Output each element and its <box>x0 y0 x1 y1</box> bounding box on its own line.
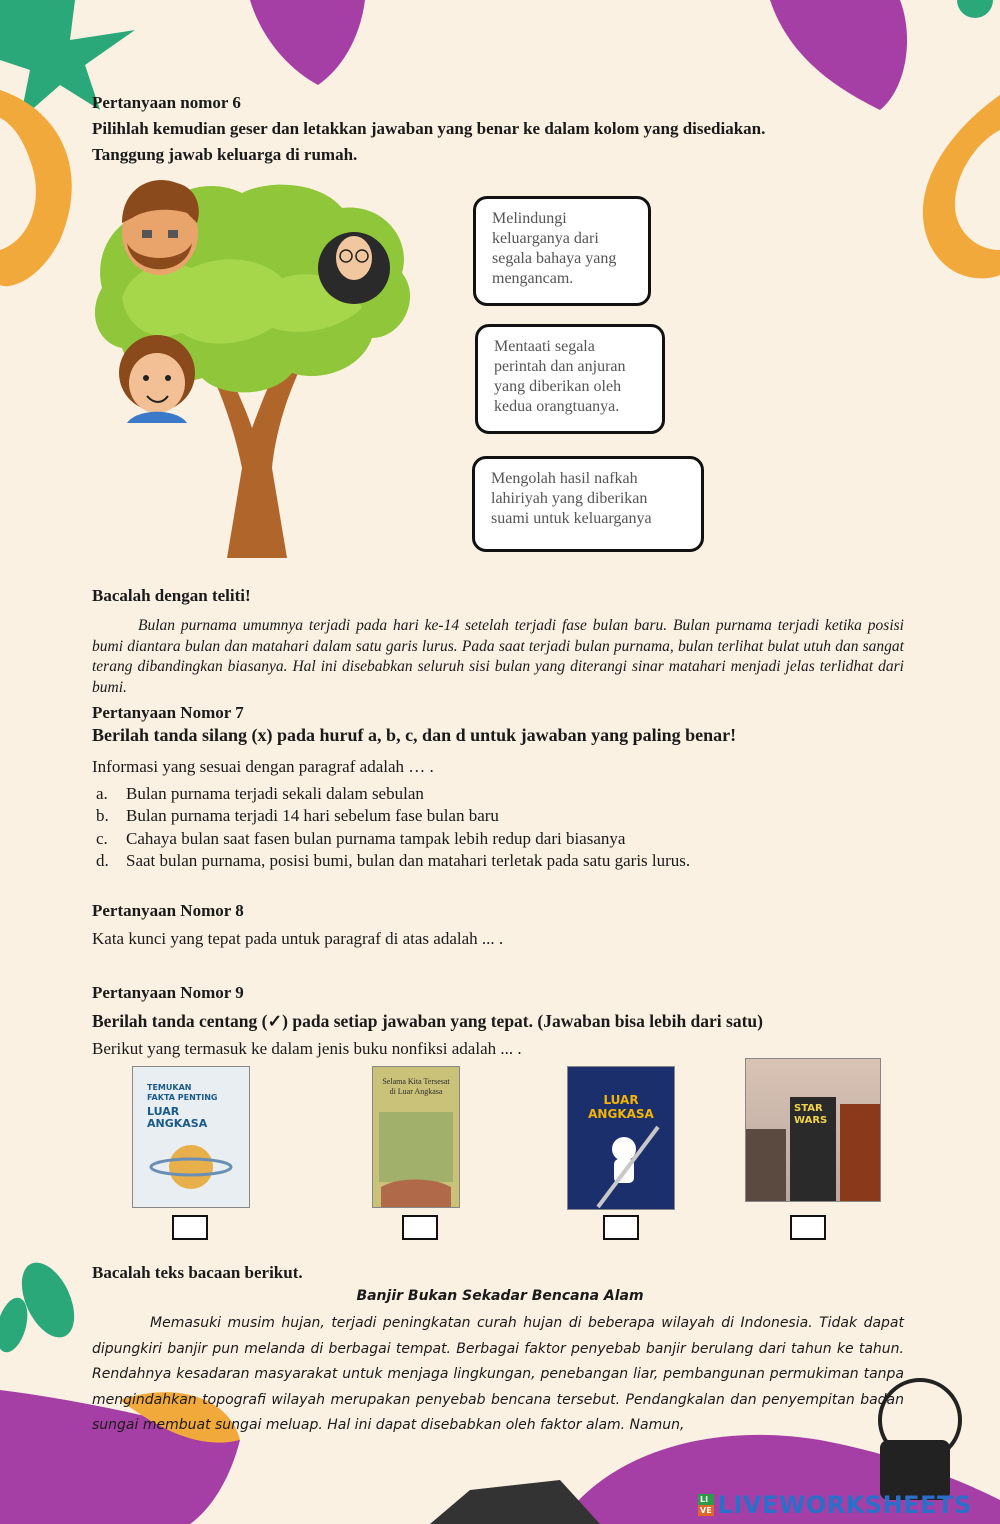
book-title-line: WARS <box>794 1115 828 1126</box>
book-title-line: ANGKASA <box>147 1117 208 1130</box>
book-title-line: FAKTA PENTING <box>147 1093 218 1102</box>
book-cover-star-wars <box>745 1058 881 1202</box>
book-title-line: LUAR <box>147 1105 180 1118</box>
option-letter: b. <box>96 806 109 825</box>
option-letter: d. <box>96 851 109 870</box>
q9-heading: Pertanyaan Nomor 9 <box>92 983 244 1002</box>
q6-instruction: Pilihlah kemudian geser dan letakkan jawaban yang benar ke dalam kolom yang disediakan. <box>92 119 766 138</box>
reading1-paragraph: Bulan purnama umumnya terjadi pada hari ke-14 setelah terjadi fase bulan baru. Bulan purnama terjadi ketika posisi bumi diantara bulan dan matahari dalam satu garis lurus. Pada saat terjadi bulan purnama, bulan terlihat bulat utuh dan sangat terang dibandingkan biasanya. Hal ini disebabkan seluruh sisi bulan yang diterangi sinar matahari menjadi jelas terlidhat dari bumi. <box>92 617 904 696</box>
q7-heading: Pertanyaan Nomor 7 <box>92 703 244 722</box>
book-checkbox[interactable] <box>790 1215 826 1240</box>
book-checkbox[interactable] <box>172 1215 208 1240</box>
badge-text: LI <box>698 1494 714 1505</box>
q8-heading: Pertanyaan Nomor 8 <box>92 901 244 920</box>
illustration-icon <box>373 1067 459 1207</box>
book-cover-temukan-fakta <box>132 1066 250 1208</box>
q6-heading: Pertanyaan nomor 6 <box>92 93 241 112</box>
q7-option-d[interactable] <box>96 851 690 871</box>
book-checkbox[interactable] <box>603 1215 639 1240</box>
reading2-title: Banjir Bukan Sekadar Bencana Alam <box>356 1288 644 1304</box>
book-title-line: STAR <box>794 1103 823 1114</box>
q6-answer-box[interactable]: Mengolah hasil nafkah lahiriyah yang diberikan suami untuk keluarganya <box>472 456 704 552</box>
book-title-line: ANGKASA <box>588 1107 654 1121</box>
book-title-line: LUAR <box>603 1093 639 1107</box>
astronaut-icon <box>568 1067 674 1209</box>
option-text: Bulan purnama terjadi sekali dalam sebulan <box>126 784 424 803</box>
book-title-line: TEMUKAN <box>147 1083 192 1092</box>
q9-instruction: Berilah tanda centang (✓) pada setiap jawaban yang tepat. (Jawaban bisa lebih dari satu) <box>92 1011 763 1031</box>
book-cover-selama-kita-tersesat <box>372 1066 460 1208</box>
q7-option-b[interactable] <box>96 806 499 826</box>
q9-question: Berikut yang termasuk ke dalam jenis buku nonfiksi adalah ... . <box>92 1039 522 1058</box>
q7-option-a[interactable] <box>96 784 424 804</box>
q7-option-c[interactable] <box>96 829 625 849</box>
watermark-text: LIVEWORKSHEETS <box>717 1491 972 1519</box>
q8-question: Kata kunci yang tepat pada untuk paragraf di atas adalah ... . <box>92 929 504 948</box>
option-letter: c. <box>96 829 108 848</box>
option-letter: a. <box>96 784 108 803</box>
reading2-heading: Bacalah teks bacaan berikut. <box>92 1263 303 1282</box>
q6-answer-box[interactable]: Melindungi keluarganya dari segala bahaya yang mengancam. <box>473 196 651 306</box>
family-tree-illustration <box>92 168 422 568</box>
reading1-heading: Bacalah dengan teliti! <box>92 586 251 605</box>
book-title-line: Selama Kita Tersesat <box>382 1077 450 1086</box>
option-text: Cahaya bulan saat fasen bulan purnama tampak lebih redup dari biasanya <box>126 829 626 848</box>
saturn-icon <box>133 1067 249 1207</box>
q6-answer-box[interactable]: Mentaati segala perintah dan anjuran yang diberikan oleh kedua orangtuanya. <box>475 324 665 434</box>
q6-topic: Tanggung jawab keluarga di rumah. <box>92 145 358 164</box>
q7-question: Informasi yang sesuai dengan paragraf adalah … . <box>92 757 434 776</box>
bookshelf-photo-icon <box>746 1059 880 1201</box>
book-checkbox[interactable] <box>402 1215 438 1240</box>
q7-instruction: Berilah tanda silang (x) pada huruf a, b, c, dan d untuk jawaban yang paling benar! <box>92 725 737 745</box>
badge-text: VE <box>700 1506 712 1515</box>
option-text: Bulan purnama terjadi 14 hari sebelum fase bulan baru <box>126 806 499 825</box>
watermark-badge <box>698 1494 714 1516</box>
book-title-line: di Luar Angkasa <box>389 1087 443 1096</box>
book-cover-luar-angkasa <box>567 1066 675 1210</box>
reading2-paragraph: Memasuki musim hujan, terjadi peningkatan curah hujan di beberapa wilayah di Indonesia. Tidak dapat dipungkiri banjir pun melanda di berbagai tempat. Berbagai faktor penyebab banjir berulang dari tahun ke tahun. Rendahnya kesadaran masyarakat untuk menjaga lingkungan, penebangan liar, pembangunan permukiman tanpa mengindahkan topografi wilayah merupakan penyebab bencana tersebut. Pendangkalan dan penyempitan badan sungai membuat sungai meluap. Hal ini dapat disebabkan oleh faktor alam. Namun, <box>92 1315 904 1433</box>
liveworksheets-watermark <box>698 1490 972 1520</box>
option-text: Saat bulan purnama, posisi bumi, bulan dan matahari terletak pada satu garis lurus. <box>126 851 691 870</box>
